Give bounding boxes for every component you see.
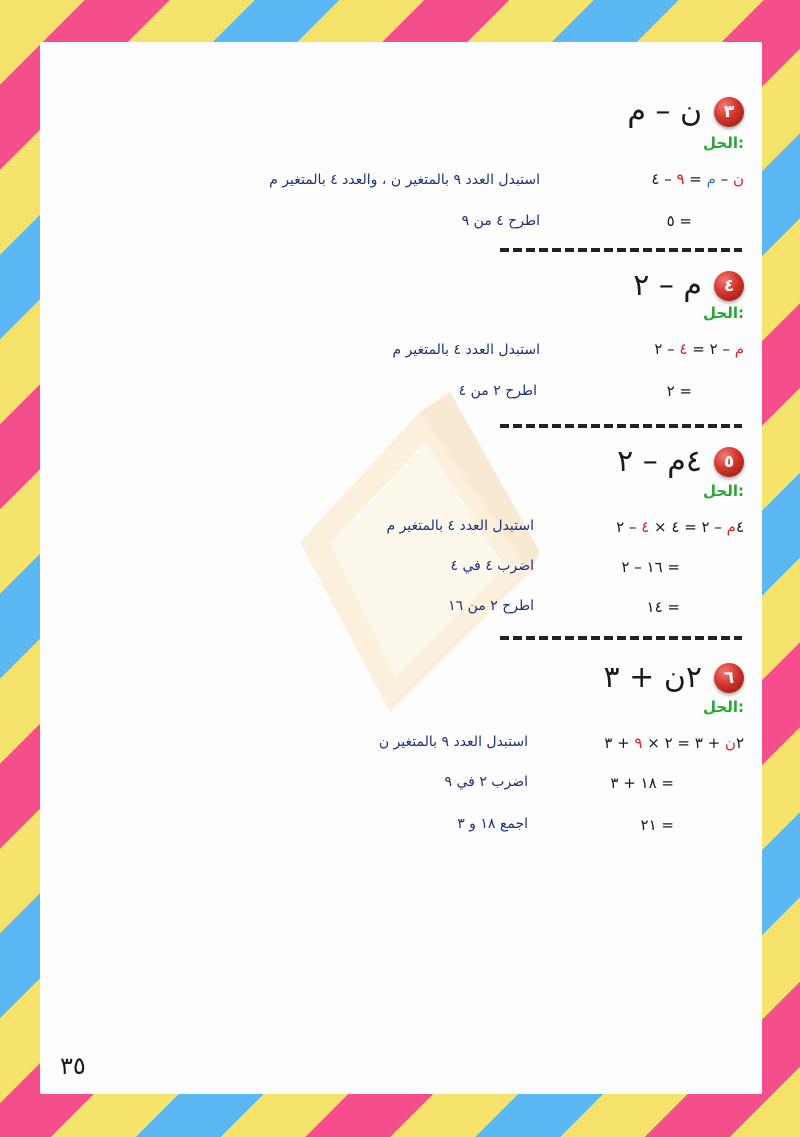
worksheet-page: [40, 42, 762, 1094]
step-note: اطرح ٢ من ١٦: [448, 598, 534, 614]
problem-number-badge: ٦: [714, 663, 744, 693]
step-expression: م – ٢ = ٤ – ٢: [654, 340, 744, 358]
solution-label: الحل:: [703, 482, 744, 500]
problem-4-title: [633, 268, 744, 303]
problem-expression: ن – م: [627, 94, 702, 129]
step-note: اضرب ٤ في ٤: [450, 558, 534, 574]
step-expression: = ١٦ – ٢: [621, 558, 680, 576]
solution-label: الحل:: [703, 134, 744, 152]
section-divider: [500, 424, 742, 428]
section-divider: [500, 636, 742, 640]
step-note: استبدل العدد ٤ بالمتغير م: [392, 342, 540, 358]
step-expression: ٢ن + ٣ = ٢ × ٩ + ٣: [604, 734, 744, 752]
problem-6-title: [604, 660, 745, 695]
step-note: اطرح ٤ من ٩: [461, 213, 540, 229]
solution-label: الحل:: [703, 304, 744, 322]
step-note: استبدل العدد ٩ بالمتغير ن: [378, 734, 528, 750]
step-expression: ن – م = ٩ – ٤: [651, 170, 744, 188]
step-expression: = ١٨ + ٣: [610, 774, 674, 792]
problem-number-badge: ٤: [714, 271, 744, 301]
problem-3-title: [627, 94, 744, 129]
step-note: استبدل العدد ٩ بالمتغير ن ، والعدد ٤ بالمتغير م: [269, 172, 540, 188]
step-note: استبدل العدد ٤ بالمتغير م: [386, 518, 534, 534]
section-divider: [500, 248, 742, 252]
step-note: اجمع ١٨ و ٣: [457, 816, 528, 832]
page-number: ٣٥: [60, 1052, 86, 1080]
problem-number-badge: ٣: [714, 97, 744, 127]
problem-expression: ٤م – ٢: [617, 444, 702, 479]
step-note: اضرب ٢ في ٩: [444, 774, 528, 790]
problem-expression: ٢ن + ٣: [603, 660, 702, 695]
problem-5-title: [617, 444, 744, 479]
problem-number-badge: ٥: [714, 447, 744, 477]
step-note: اطرح ٢ من ٤: [458, 383, 537, 399]
step-expression: = ٢١: [640, 816, 674, 834]
problem-expression: م – ٢: [633, 268, 702, 303]
solution-label: الحل:: [703, 698, 744, 716]
step-expression: = ١٤: [646, 598, 680, 616]
step-expression: = ٢: [666, 382, 692, 400]
step-expression: = ٥: [666, 212, 692, 230]
step-expression: ٤م – ٢ = ٤ × ٤ – ٢: [616, 518, 744, 536]
